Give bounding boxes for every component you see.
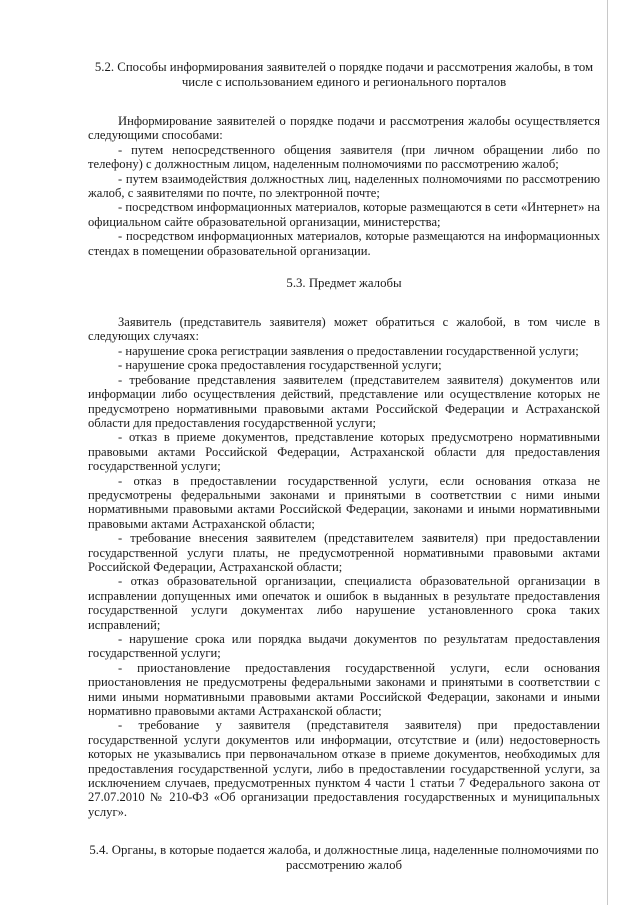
list-item: - посредством информационных материалов, которые размещаются на информационных стендах в помещении образовательной организации. <box>88 229 600 258</box>
list-item: - приостановление предоставления государственной услуги, если основания приостановления не предусмотрены федеральными законами и принятыми в соответствии с ними иными нормативными правовыми актами Российской Федерации, законами и иными нормативно правовыми актами Астраханской области; <box>88 660 600 719</box>
list-item: - посредством информационных материалов, которые размещаются в сети «Интернет» на официальном сайте образовательной организации, министерства; <box>88 200 600 229</box>
section-5-2-heading: 5.2. Способы информирования заявителей о порядке подачи и рассмотрения жалобы, в том числе с использованием единого и регионального порталов <box>94 60 594 89</box>
list-item: - отказ в приеме документов, представление которых предусмотрено нормативными правовыми актами Российской Федерации, Астраханской области для предоставления государственной услуги; <box>88 430 600 474</box>
list-item: - нарушение срока предоставления государственной услуги; <box>118 358 442 373</box>
list-item: - нарушение срока регистрации заявления о предоставлении государственной услуги; <box>118 343 579 358</box>
list-item: - требование представления заявителем (представителем заявителя) документов или информации либо осуществления действий, представление или осуществление которых не предусмотрено нормативными правовыми актами Российской Федерации и Астраханской области для предоставления государственной услуги; <box>88 372 600 430</box>
section-5-4-heading: 5.4. Органы, в которые подается жалоба, и должностные лица, наделенные полномочиями по рассмотрению жалоб <box>89 843 599 873</box>
list-item: - требование у заявителя (представителя заявителя) при предоставлении государственной услуги документов или информации, отсутствие и (или) недостоверность которых не указывались при первоначальном отказе в приеме документов, необходимых для предоставления государственной услуги, либо в предоставлении государственной услуги, за исключением случаев, предусмотренных пунктом 4 части 1 статьи 7 Федерального закона от 27.07.2010 № 210-ФЗ «Об организации предоставления государственных и муниципальных услуг». <box>88 718 600 819</box>
list-item: - отказ образовательной организации, специалиста образовательной организации в исправлении допущенных ими опечаток и ошибок в выданных в результате предоставления государственной услуги документах либо нарушение установленного срока таких исправлений; <box>88 574 600 632</box>
list-item: - требование внесения заявителем (представителем заявителя) при предоставлении государственной услуги платы, не предусмотренной нормативными правовыми актами Российской Федерации, Астраханской области; <box>88 531 600 574</box>
section-5-3-intro: Заявитель (представитель заявителя) может обратиться с жалобой, в том числе в следующих случаях: <box>88 315 600 344</box>
list-item: - путем непосредственного общения заявителя (при личном обращении либо по телефону) с должностным лицом, наделенным полномочиями по рассмотрению жалоб; <box>88 142 600 172</box>
section-5-3-heading: 5.3. Предмет жалобы <box>286 276 402 291</box>
document-page <box>88 60 600 873</box>
page-edge-line <box>607 0 608 905</box>
list-item: - путем взаимодействия должностных лиц, наделенных полномочиями по рассмотрению жалоб, с заявителями по почте, по электронной почте; <box>88 171 600 201</box>
list-item: - нарушение срока или порядка выдачи документов по результатам предоставления государственной услуги; <box>88 632 600 661</box>
list-item: - отказ в предоставлении государственной услуги, если основания отказа не предусмотрены федеральными законами и принятыми в соответствии с ними иными нормативными правовыми актами Российской Федерации, законами и иными нормативными правовыми актами Астраханской области; <box>88 473 600 531</box>
section-5-2-intro: Информирование заявителей о порядке подачи и рассмотрения жалобы осуществляется следующими способами: <box>88 114 600 143</box>
